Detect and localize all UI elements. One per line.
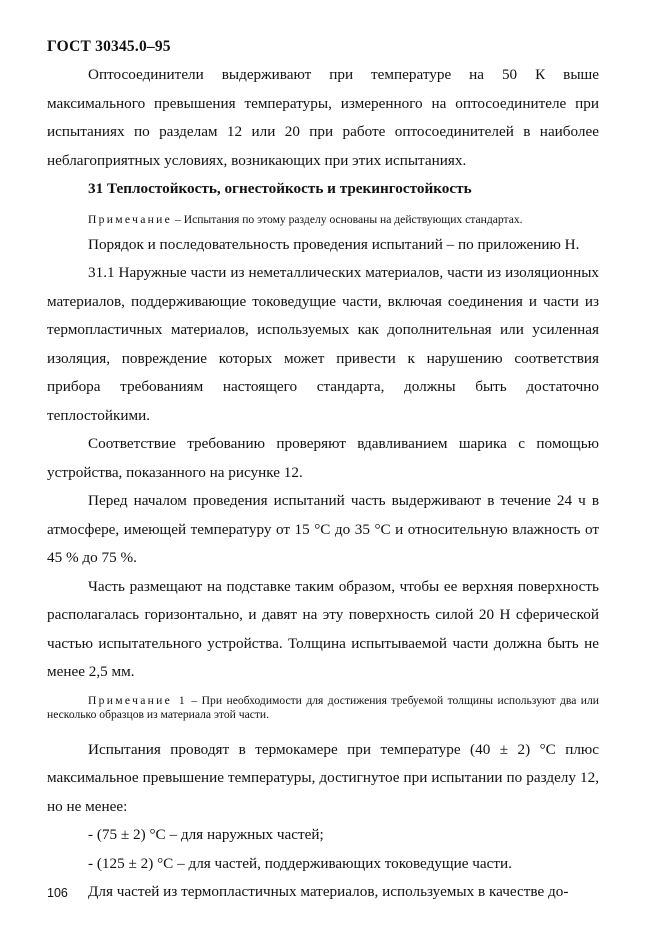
note-label: Примечание 1 bbox=[88, 693, 187, 707]
document-header: ГОСТ 30345.0–95 bbox=[47, 38, 171, 55]
paragraph: Для частей из термопластичных материалов, используемых в качестве до- bbox=[88, 883, 569, 900]
section-heading: 31 Теплостойкость, огнестойкость и трекингостойкость bbox=[88, 180, 472, 197]
paragraph: Порядок и последовательность проведения испытаний – по приложению Н. bbox=[88, 235, 580, 253]
paragraph: Соответствие требованию проверяют вдавливанием шарика с помощью устройства, показанного на рисунке 12. bbox=[47, 435, 599, 481]
paragraph: Оптосоединители выдерживают при температуре на 50 К выше максимального превышения температуры, измеренного на оптосоединителе при испытаниях по разделам 12 или 20 при работе оптосоединителей в наиболее неблагоприятных условиях, возникающих при этих испытаниях. bbox=[47, 66, 599, 169]
note-label: Примечание bbox=[88, 212, 173, 226]
page-number: 106 bbox=[47, 886, 68, 900]
paragraph: Перед началом проведения испытаний часть выдерживают в течение 24 ч в атмосфере, имеющей температуру от 15 °С до 35 °С и относительную влажность от 45 % до 75 %. bbox=[47, 492, 599, 566]
paragraph: Часть размещают на подставке таким образом, чтобы ее верхняя поверхность располагалась горизонтально, и давят на эту поверхность силой 20 Н сферической частью испытательного устройства. Толщина испытываемой части должна быть не менее 2,5 мм. bbox=[47, 577, 599, 680]
note-text: – Испытания по этому разделу основаны на действующих стандартах. bbox=[172, 212, 523, 226]
note-text: – При необходимости для достижения требуемой толщины используют два или несколько образцов из материала этой части. bbox=[47, 693, 599, 721]
note bbox=[47, 204, 599, 231]
paragraph: Испытания проводят в термокамере при температуре (40 ± 2) °С плюс максимальное превышение температуры, достигнутое при испытании по разделу 12, но не менее: bbox=[47, 740, 599, 815]
list-item: - (75 ± 2) °С – для наружных частей; bbox=[88, 826, 324, 843]
note bbox=[47, 687, 599, 736]
paragraph: 31.1 Наружные части из неметаллических материалов, части из изоляционных материалов, поддерживающие токоведущие части, включая соединения и части из термопластичных материалов, используемых как дополнительная или усиленная изоляция, повреждение которых может привести к нарушению соответствия прибора требованиям настоящего стандарта, должны быть достаточно теплостойкими. bbox=[47, 264, 599, 424]
body-text bbox=[47, 61, 599, 907]
list-item: - (125 ± 2) °С – для частей, поддерживающих токоведущие части. bbox=[88, 854, 512, 872]
